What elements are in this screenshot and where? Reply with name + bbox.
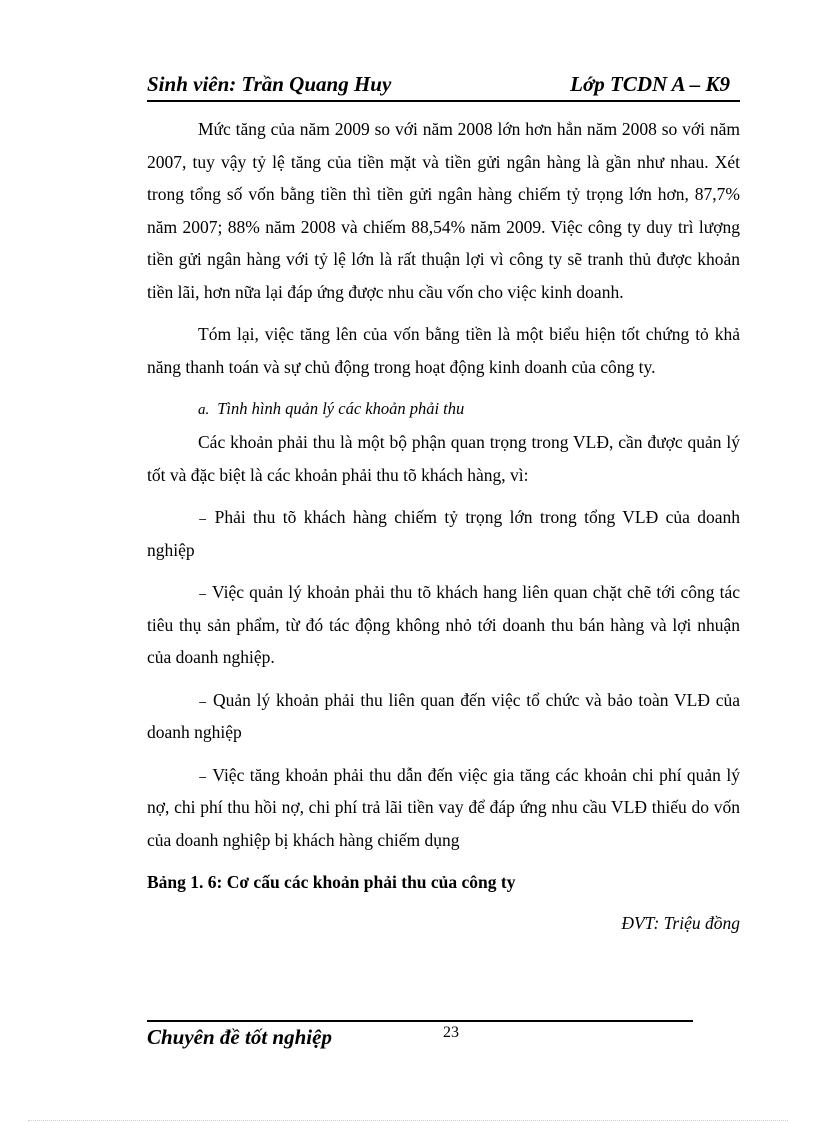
section-title: Tình hình quản lý các khoản phải thu xyxy=(217,399,465,418)
bullet-item: ₋ Việc quản lý khoản phải thu tõ khách hang liên quan chặt chẽ tới công tác tiêu thụ sản phẩm, từ đó tác động không nhỏ tới doanh thu bán hàng và lợi nhuận của doanh nghiệp. xyxy=(147,582,740,667)
section-heading xyxy=(147,393,740,426)
student-name: Sinh viên: Trần Quang Huy xyxy=(147,72,392,96)
bullet-item: ₋ Quản lý khoản phải thu liên quan đến việc tổ chức và bảo toàn VLĐ của doanh nghiệp xyxy=(147,689,740,742)
section-marker: a. xyxy=(198,402,210,418)
bullet-item: ₋ Phải thu tõ khách hàng chiếm tỷ trọng lớn trong tổng VLĐ của doanh nghiệp xyxy=(147,507,740,560)
footer-divider xyxy=(147,1020,693,1022)
paragraph-summary: Tóm lại, việc tăng lên của vốn bằng tiền là một biểu hiện tốt chứng tỏ khả năng thanh toán và sự chủ động trong hoạt động kinh doanh của công ty. xyxy=(147,324,740,377)
page-bottom-border xyxy=(28,1120,788,1121)
footer-title: Chuyên đề tốt nghiệp xyxy=(147,1025,332,1049)
bullet-item: ₋ Việc tăng khoản phải thu dẫn đến việc gia tăng các khoản chi phí quản lý nợ, chi phí thu hồi nợ, chi phí trả lãi tiền vay để đáp ứng nhu cầu VLĐ thiếu do vốn của doanh nghiệp bị khách hàng chiếm dụng xyxy=(147,764,740,850)
document-body xyxy=(147,113,740,939)
table-title: Bảng 1. 6: Cơ cấu các khoản phải thu của công ty xyxy=(147,872,516,892)
unit-label: ĐVT: Triệu đồng xyxy=(621,912,740,933)
class-name: Lớp TCDN A – K9 xyxy=(570,72,730,96)
page-number: 23 xyxy=(443,1024,459,1041)
paragraph-cash-growth: Mức tăng của năm 2009 so với năm 2008 lớn hơn hẳn năm 2008 so với năm 2007, tuy vậy tỷ lệ tăng của tiền mặt và tiền gửi ngân hàng là gần như nhau. Xét trong tổng số vốn bằng tiền thì tiền gửi ngân hàng chiếm tỷ trọng lớn hơn, 87,7% năm 2007; 88% năm 2008 và chiếm 88,54% năm 2009. Việc công ty duy trì lượng tiền gửi ngân hàng với tỷ lệ lớn là rất thuận lợi vì công ty sẽ tranh thủ được khoản tiền lãi, hơn nữa lại đáp ứng được nhu cầu vốn cho việc kinh doanh. xyxy=(147,119,740,302)
paragraph-receivables-intro: Các khoản phải thu là một bộ phận quan trọng trong VLĐ, cần được quản lý tốt và đặc biệt là các khoản phải thu tõ khách hàng, vì: xyxy=(147,432,740,485)
page-header xyxy=(147,70,740,102)
